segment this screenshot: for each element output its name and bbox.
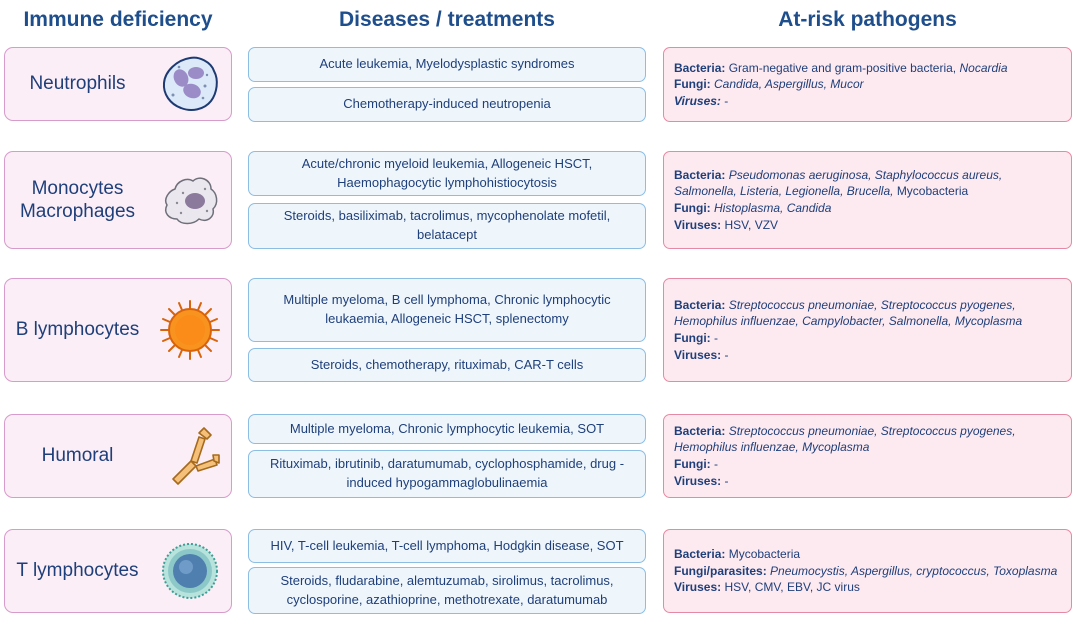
cell-box-neutrophils — [4, 47, 232, 121]
pathogen-box — [663, 151, 1072, 249]
cell-label: B lymphocytes — [15, 319, 140, 341]
neutrophil-icon — [159, 53, 221, 115]
antibody-icon — [159, 425, 221, 487]
treatment-box: Multiple myeloma, Chronic lymphocytic leukemia, SOT — [248, 414, 646, 444]
cell-box-t-lymphocytes — [4, 529, 232, 613]
pathogen-viruses-line: Viruses: - — [674, 93, 729, 108]
column-header-immune-deficiency: Immune deficiency — [23, 8, 213, 31]
pathogen-bacteria-line: Bacteria: Streptococcus pneumoniae, Streptococcus pyogenes, Hemophilus influenzae, Campylobacter, Salmonella, Mycoplasma — [674, 297, 1023, 329]
cell-label: Humoral — [41, 445, 114, 467]
treatment-box: HIV, T-cell leukemia, T-cell lymphoma, Hodgkin disease, SOT — [248, 529, 646, 563]
pathogen-bacteria-line: Bacteria: Streptococcus pneumoniae, Streptococcus pyogenes, Hemophilus influenzae, Mycoplasma — [674, 423, 1016, 455]
treatment-box: Steroids, basiliximab, tacrolimus, mycophenolate mofetil, belatacept — [248, 203, 646, 249]
treatment-box: Chemotherapy-induced neutropenia — [248, 87, 646, 122]
pathogen-box — [663, 529, 1072, 613]
pathogen-viruses-line: Viruses: - — [674, 473, 729, 488]
pathogen-box — [663, 414, 1072, 498]
pathogen-viruses-line: Viruses: - — [674, 347, 729, 362]
macrophage-icon — [159, 169, 221, 231]
pathogen-fungi-line: Fungi/parasites: Pneumocystis, Aspergillus, cryptococcus, Toxoplasma — [674, 563, 1058, 578]
cell-box-b-lymphocytes — [4, 278, 232, 382]
treatment-box: Acute leukemia, Myelodysplastic syndromes — [248, 47, 646, 82]
treatment-box: Rituximab, ibrutinib, daratumumab, cyclophosphamide, drug - induced hypogammaglobulinaemia — [248, 450, 646, 498]
cell-box-monocytes-macrophages — [4, 151, 232, 249]
treatment-box: Steroids, chemotherapy, rituximab, CAR-T cells — [248, 348, 646, 382]
b-lymphocyte-icon — [159, 299, 221, 361]
treatment-box: Steroids, fludarabine, alemtuzumab, sirolimus, tacrolimus, cyclosporine, azathioprine, methotrexate, daratumumab — [248, 567, 646, 614]
pathogen-bacteria-line: Bacteria: Mycobacteria — [674, 547, 801, 562]
cell-label: Neutrophils — [29, 73, 126, 95]
pathogen-fungi-line: Fungi: - — [674, 331, 718, 345]
pathogen-fungi-line: Fungi: Candida, Aspergillus, Mucor — [674, 77, 864, 92]
cell-label: Monocytes Macrophages — [19, 177, 136, 222]
pathogen-fungi-line: Fungi: - — [674, 457, 718, 471]
pathogen-bacteria-line: Bacteria: Pseudomonas aeruginosa, Staphylococcus aureus, Salmonella, Listeria, Legionella, Brucella, Mycobacteria — [674, 167, 1003, 199]
cell-label: T lymphocytes — [16, 560, 139, 582]
pathogen-viruses-line: Viruses: HSV, CMV, EBV, JC virus — [674, 580, 860, 595]
treatment-box: Acute/chronic myeloid leukemia, Allogeneic HSCT, Haemophagocytic lymphohistiocytosis — [248, 151, 646, 196]
treatment-box: Multiple myeloma, B cell lymphoma, Chronic lymphocytic leukaemia, Allogeneic HSCT, splenectomy — [248, 278, 646, 342]
column-header-at-risk-pathogens: At-risk pathogens — [778, 8, 957, 31]
cell-box-humoral — [4, 414, 232, 498]
pathogen-box — [663, 278, 1072, 382]
column-header-diseases-treatments: Diseases / treatments — [339, 8, 555, 31]
pathogen-bacteria-line: Bacteria: Gram-negative and gram-positive bacteria, Nocardia — [674, 60, 1008, 75]
pathogen-viruses-line: Viruses: HSV, VZV — [674, 217, 779, 232]
t-lymphocyte-icon — [159, 540, 221, 602]
pathogen-box — [663, 47, 1072, 122]
pathogen-fungi-line: Fungi: Histoplasma, Candida — [674, 201, 832, 215]
